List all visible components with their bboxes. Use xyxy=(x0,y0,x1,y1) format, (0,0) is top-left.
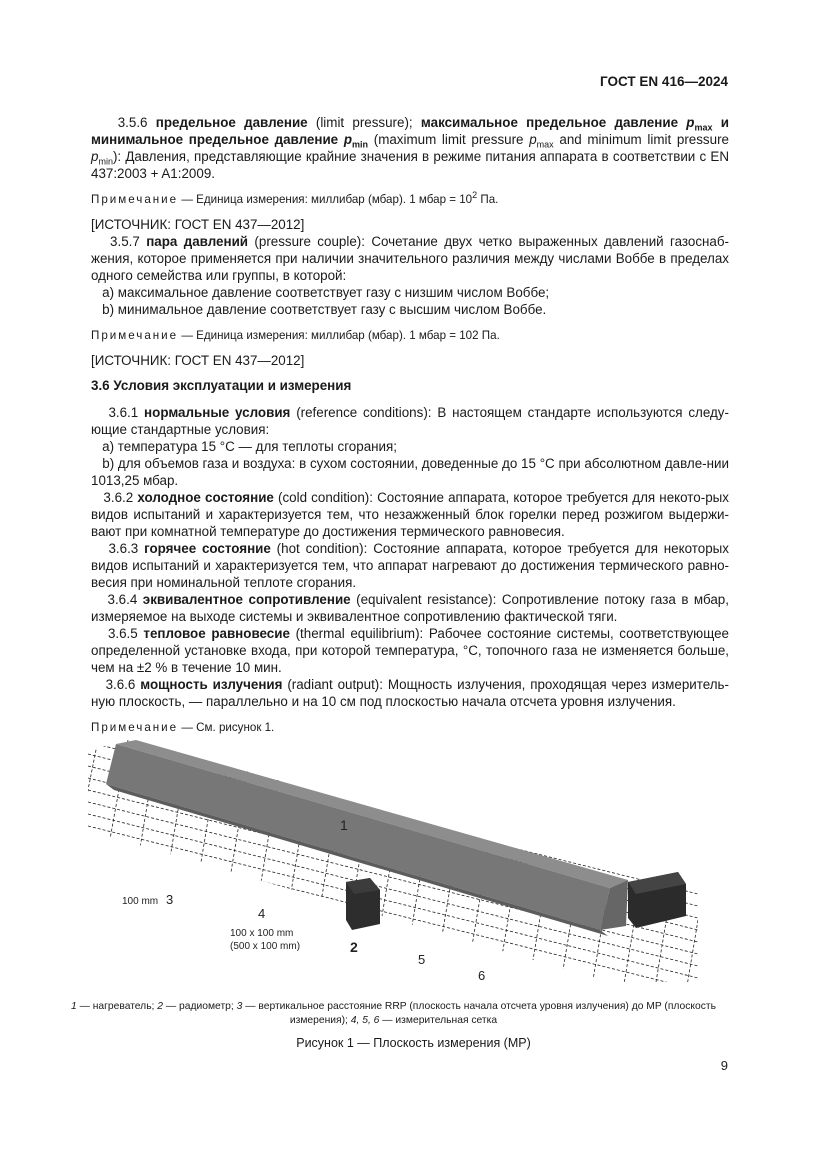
paragraph-3-6-1 xyxy=(91,404,729,438)
document-body xyxy=(91,114,729,744)
term-english: (pressure couple): xyxy=(254,234,365,249)
clause-number: 3.6.2 xyxy=(103,490,134,505)
term: эквивалентное сопротивление xyxy=(142,592,351,607)
clause-number: 3.5.6 xyxy=(117,115,148,130)
term: максимальное предельное давление xyxy=(420,115,679,130)
list-item xyxy=(91,301,729,318)
term-english: (equivalent resistance): xyxy=(356,592,497,607)
clause-number: 3.6.5 xyxy=(107,626,138,641)
section-heading: 3.6 Условия эксплуатации и измерения xyxy=(91,378,352,393)
source-reference: [ИСТОЧНИК: ГОСТ EN 437—2012] xyxy=(91,217,305,232)
note-label: Примечание xyxy=(91,329,179,342)
symbol: p xyxy=(529,132,537,147)
paragraph-3-5-6 xyxy=(91,114,729,182)
page-header: ГОСТ EN 416—2024 xyxy=(600,74,728,89)
subscript: max xyxy=(694,122,713,133)
term: горячее состояние xyxy=(144,541,271,556)
legend-key: 1 xyxy=(70,1001,77,1012)
list-item-text: a) температура 15 °C — для теплоты сгорания; xyxy=(102,439,397,454)
symbol: p xyxy=(343,132,353,147)
grid-size-text: 100 x 100 mm xyxy=(230,928,294,939)
symbol: p xyxy=(686,115,695,130)
legend-key: 3 xyxy=(236,1001,243,1012)
list-item-text: a) максимальное давление соответствует газу с низшим числом Воббе; xyxy=(102,285,550,300)
figure-label-2: 2 xyxy=(350,939,358,955)
legend-text: — измерительная сетка xyxy=(379,1015,498,1026)
subscript: max xyxy=(536,139,554,150)
definition-text: Рабочее состояние системы, соответствующее определенной установке входа, при которой температура, °С, топочного газа не изменяется больше, чем на ±2 % в течение 10 мин. xyxy=(91,626,729,675)
figure-illustration xyxy=(88,740,698,982)
note-text: — Единица измерения: миллибар (мбар). 1 мбар = 102 Па. xyxy=(181,329,500,342)
figure-label-4: 4 xyxy=(258,906,266,921)
term: предельное давление xyxy=(155,115,308,130)
paragraph-3-6-6 xyxy=(91,676,729,710)
paragraph-3-6-4 xyxy=(91,591,729,625)
legend-text: — вертикальное расстояние RRP (плоскость начала отсчета уровня излучения) до MP (плоскость измерения); xyxy=(242,1001,717,1026)
term-english: (reference conditions): xyxy=(296,405,432,420)
radiometer xyxy=(346,878,380,930)
term-english: and minimum limit pressure xyxy=(559,132,729,147)
end-block xyxy=(628,872,686,928)
note-text: — См. рисунок 1. xyxy=(181,721,275,734)
page-number: 9 xyxy=(720,1058,728,1073)
term-english: (maximum limit pressure xyxy=(373,132,524,147)
legend-key: 2 xyxy=(157,1001,164,1012)
definition-text: В настоящем стандарте используются следу-ющие стандартные условия: xyxy=(91,405,729,437)
clause-number: 3.6.3 xyxy=(108,541,139,556)
definition-text: Мощность излучения, проходящая через измеритель-ную плоскость, — параллельно и на 10 см под плоскостью начала отсчета уровня излучения. xyxy=(91,677,729,709)
figure-label-6: 6 xyxy=(478,968,486,982)
note-label: Примечание xyxy=(91,721,179,734)
figure-measurement-plane xyxy=(88,740,698,982)
figure-label-1: 1 xyxy=(340,817,348,833)
paragraph-3-6-5 xyxy=(91,625,729,676)
definition-text: Сопротивление потоку газа в мбар, измеряемое на выходе системы и эквивалентное сопротивлению фактической тяги. xyxy=(91,592,729,624)
list-item xyxy=(91,284,729,301)
paragraph-3-5-7 xyxy=(91,233,729,284)
distance-text: 100 mm xyxy=(122,896,159,907)
term: нормальные условия xyxy=(144,405,291,420)
term-english: (limit pressure); xyxy=(315,115,413,130)
term: тепловое равновесие xyxy=(143,626,290,641)
legend-key: 4, 5, 6 xyxy=(350,1015,380,1026)
note xyxy=(91,327,729,344)
definition-text: ): Давления, представляющие крайние значения в режиме питания аппарата в соответствии с EN 437:2003 + A1:2009. xyxy=(91,149,729,181)
paragraph-3-6-2 xyxy=(91,489,729,540)
term: пара давлений xyxy=(146,234,249,249)
term: мощность излучения xyxy=(140,677,283,692)
clause-number: 3.6.6 xyxy=(105,677,136,692)
term: холодное состояние xyxy=(137,490,274,505)
list-item-text: b) для объемов газа и воздуха: в сухом состоянии, доведенные до 15 °C при абсолютном давле-нии 1013,25 мбар. xyxy=(91,456,729,488)
legend-text: — нагреватель; xyxy=(76,1001,158,1012)
figure-title: Рисунок 1 — Плоскость измерения (MP) xyxy=(296,1036,531,1050)
figure-legend xyxy=(58,1000,729,1028)
definition-text: Состояние аппарата, которое требуется для некото-рых видов испытаний и характеризуется тем, что незажженный блок горелки перед розжигом выдержи-вают при комнатной температуре до достижения термического равновесия. xyxy=(91,490,729,539)
subscript: min xyxy=(98,156,113,167)
subscript: min xyxy=(352,139,369,150)
source-reference: [ИСТОЧНИК: ГОСТ EN 437—2012] xyxy=(91,353,305,368)
symbol: p xyxy=(91,149,99,164)
note xyxy=(91,191,729,208)
term-english: (hot condition): xyxy=(276,541,368,556)
figure-label-5: 5 xyxy=(418,952,426,967)
list-item xyxy=(91,455,729,489)
term-english: (radiant output): xyxy=(287,677,383,692)
list-item-text: b) минимальное давление соответствует газу с высшим числом Воббе. xyxy=(102,302,547,317)
term-english: (cold condition): xyxy=(278,490,373,505)
note-text: Па. xyxy=(480,193,499,206)
figure-label-3: 3 xyxy=(166,892,174,907)
superscript: 2 xyxy=(472,190,478,201)
note-label: Примечание xyxy=(91,193,179,206)
note xyxy=(91,719,729,736)
legend-text: — радиометр; xyxy=(163,1001,237,1012)
clause-number: 3.6.4 xyxy=(107,592,138,607)
conjunction: и xyxy=(720,115,729,130)
definition-text: Сочетание двух четко выраженных давлений газоснаб-жения, которое применяется при наличии значительного различия между числами Воббе в пределах одного семейства или группы, в которой: xyxy=(91,234,729,283)
note-text: — Единица измерения: миллибар (мбар). 1 мбар = 10 xyxy=(181,193,473,206)
clause-number: 3.6.1 xyxy=(108,405,139,420)
term-english: (thermal equilibrium): xyxy=(295,626,424,641)
definition-text: Состояние аппарата, которое требуется для некоторых видов испытаний и характеризуется тем, что аппарат нагревают до достижения термического равно-весия при номинальной теплоте сгорания. xyxy=(91,541,729,590)
term: минимальное предельное давление xyxy=(91,132,339,147)
clause-number: 3.5.7 xyxy=(110,234,140,249)
grid-size-text-alt: (500 x 100 mm) xyxy=(230,941,301,952)
list-item xyxy=(91,438,729,455)
paragraph-3-6-3 xyxy=(91,540,729,591)
